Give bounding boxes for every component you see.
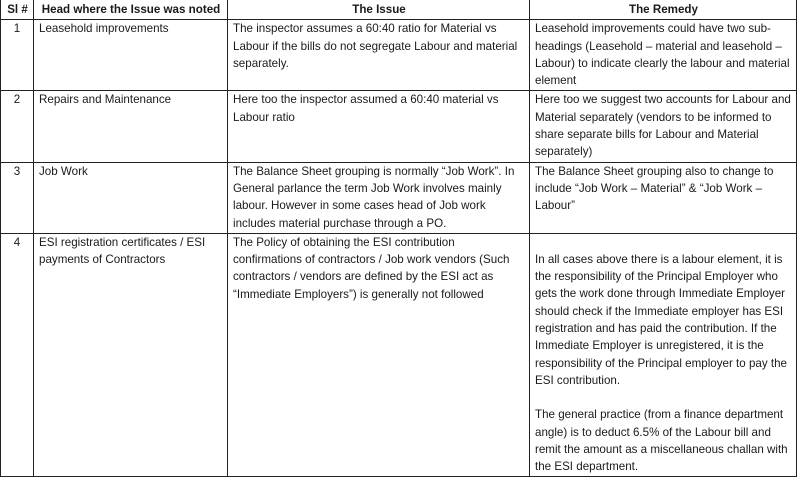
header-sl: Sl # xyxy=(1,0,34,20)
row-4-remedy xyxy=(530,233,797,477)
header-issue: The Issue xyxy=(228,0,530,20)
remedy-paragraph: The general practice (from a finance department angle) is to deduct 6.5% of the Labour bill and remit the amount as a miscellaneous challan with the ESI department. xyxy=(535,408,788,474)
row-2-issue: Here too the inspector assumed a 60:40 material vs Labour ratio xyxy=(228,91,530,162)
row-4-sl: 4 xyxy=(1,233,34,477)
row-3-head: Job Work xyxy=(34,162,228,233)
header-head: Head where the Issue was noted xyxy=(34,0,228,20)
row-1-sl: 1 xyxy=(1,20,34,91)
row-1-head: Leasehold improvements xyxy=(34,20,228,91)
row-3-sl: 3 xyxy=(1,162,34,233)
row-1-remedy: Leasehold improvements could have two sub-headings (Leasehold – material and leasehold – Labour) to indicate clearly the labour and material element xyxy=(530,20,797,91)
row-1-issue: The inspector assumes a 60:40 ratio for Material vs Labour if the bills do not segregate Labour and material separately. xyxy=(228,20,530,91)
row-3-issue: The Balance Sheet grouping is normally “Job Work”. In General parlance the term Job Work involves mainly labour. However in some cases head of Job work includes material purchase through a PO. xyxy=(228,162,530,233)
row-4-head: ESI registration certificates / ESI payments of Contractors xyxy=(34,233,228,477)
row-3-remedy: The Balance Sheet grouping also to change to include “Job Work – Material” & “Job Work – Labour” xyxy=(530,162,797,233)
table-row xyxy=(1,162,797,233)
row-4-issue: The Policy of obtaining the ESI contribution confirmations of contractors / Job work vendors (Such contractors / vendors are defined by the ESI act as “Immediate Employers”) is generally not followed xyxy=(228,233,530,477)
table-row xyxy=(1,233,797,477)
header-remedy: The Remedy xyxy=(530,0,797,20)
table-header-row xyxy=(1,0,797,20)
row-2-head: Repairs and Maintenance xyxy=(34,91,228,162)
row-2-remedy: Here too we suggest two accounts for Labour and Material separately (vendors to be informed to share separate bills for Labour and Material separately) xyxy=(530,91,797,162)
paragraph-gap xyxy=(535,389,792,406)
remedy-paragraph: In all cases above there is a labour element, it is the responsibility of the Principal Employer who gets the work done through Immediate Employer should check if the Immediate employer has ESI registration and has paid the contribution. If the Immediate Employer is unregistered, it is the responsibility of the Principal employer to pay the ESI contribution. xyxy=(535,252,787,387)
remedy-leading-space xyxy=(535,234,792,251)
table-row xyxy=(1,91,797,162)
row-2-sl: 2 xyxy=(1,91,34,162)
table-row xyxy=(1,20,797,91)
